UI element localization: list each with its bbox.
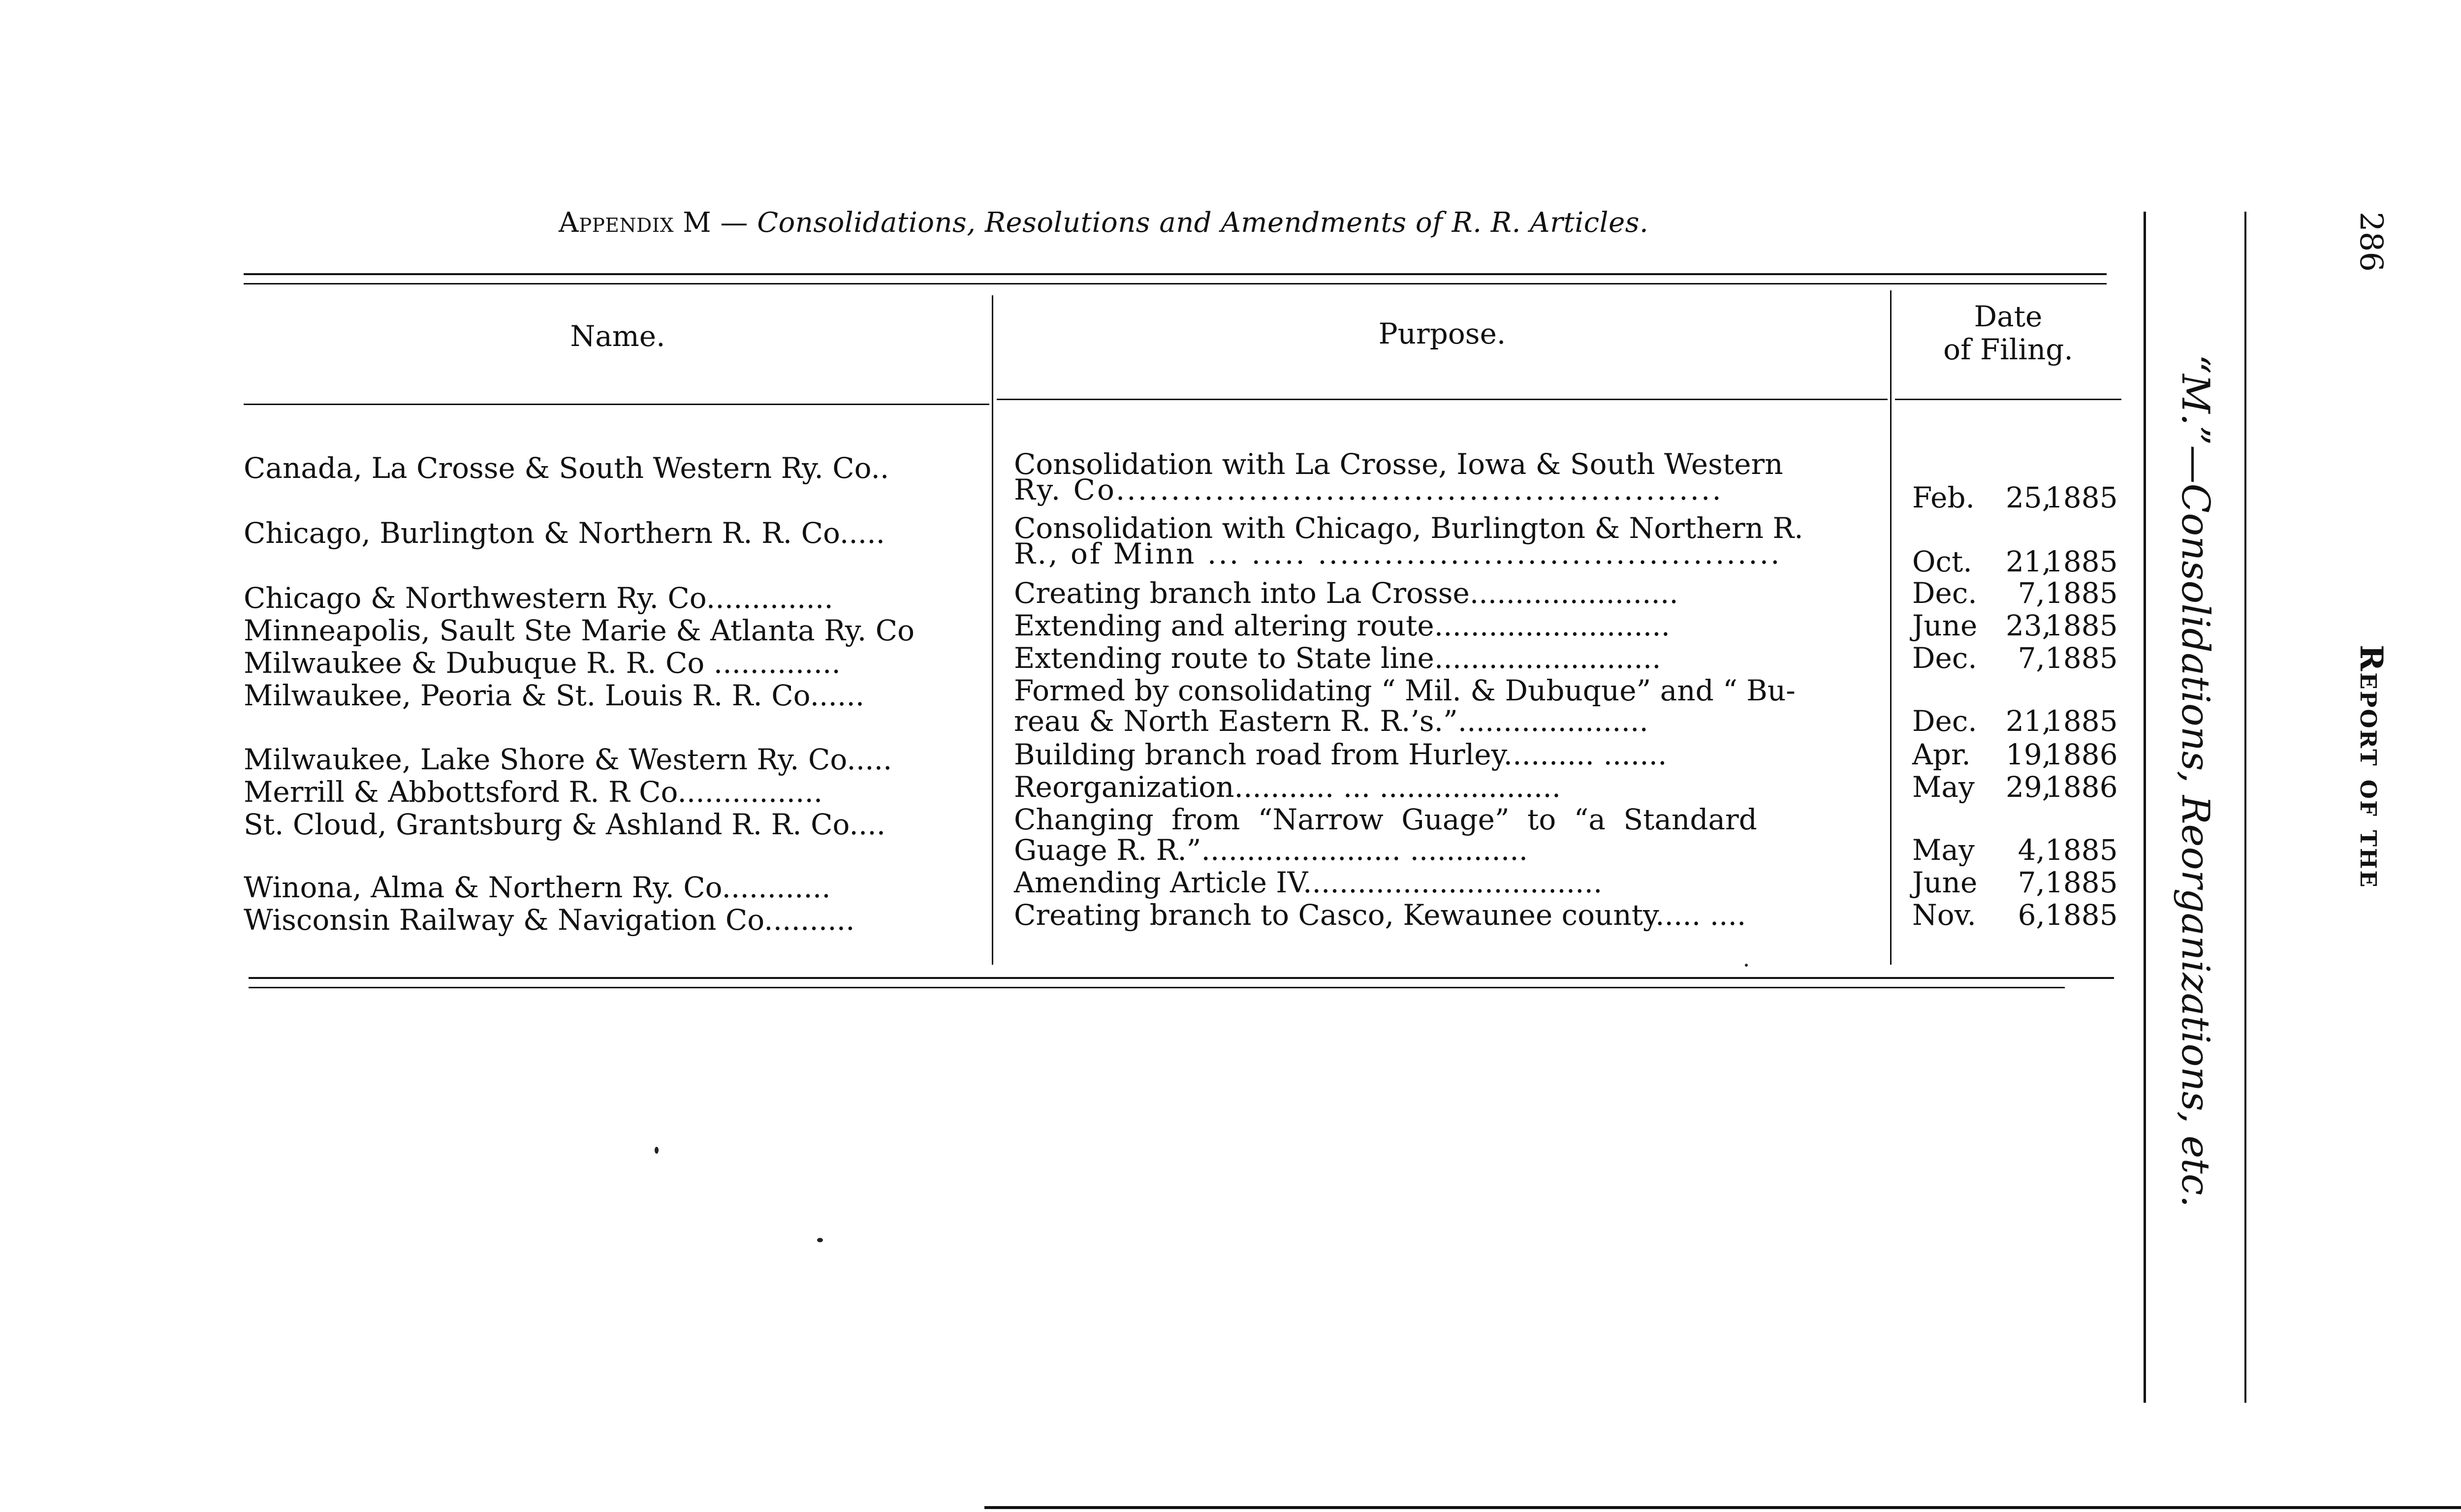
filing-day: 6,	[2018, 898, 2045, 932]
table-row-date	[1912, 738, 2124, 771]
margin-rule-right	[2244, 212, 2246, 1403]
filing-day: 19,	[2006, 738, 2051, 771]
purpose-line: Ry. Co.......................................................	[1014, 473, 1723, 506]
filing-day: 25,	[2006, 481, 2051, 514]
table-row-name: Minneapolis, Sault Ste Marie & Atlanta Ry. Co	[244, 614, 915, 647]
table-row-date	[1912, 545, 2124, 578]
table-row-name: Milwaukee, Lake Shore & Western Ry. Co.....	[244, 743, 892, 776]
purpose-line: Consolidation with Chicago, Burlington & Northern R.	[1014, 511, 1803, 545]
table-row-name: Canada, La Crosse & South Western Ry. Co..	[244, 451, 889, 485]
filing-day: 4,	[2018, 833, 2045, 867]
table-row-name: St. Cloud, Grantsburg & Ashland R. R. Co....	[244, 808, 886, 841]
page-bottom-edge	[984, 1506, 2461, 1509]
filing-day: 7,	[2018, 576, 2045, 610]
header-bottom-rule-purpose	[997, 399, 1888, 400]
column-divider-2	[1890, 290, 1892, 965]
purpose-line: R., of Minn ... ..... ..........................................	[1014, 537, 1782, 570]
purpose-line: Consolidation with La Crosse, Iowa & South Western	[1014, 447, 1783, 481]
appendix-heading	[559, 207, 1648, 239]
table-row-date	[1912, 705, 2124, 737]
purpose-line: Guage R. R.”...................... .............	[1014, 833, 1528, 867]
filing-month: Oct.	[1912, 545, 1972, 578]
table-bottom-rule	[249, 977, 2114, 979]
table-bottom-rule-2	[249, 987, 2065, 988]
running-head: Report of the	[2353, 645, 2390, 889]
filing-month: Apr.	[1912, 738, 1971, 771]
filing-year: 1885	[2045, 704, 2118, 738]
table-row-date	[1912, 577, 2124, 609]
table-row-date	[1912, 609, 2124, 642]
table-row-purpose: Extending and altering route..........................	[1014, 609, 1671, 642]
print-speck	[817, 1238, 823, 1242]
filing-year: 1885	[2045, 641, 2118, 675]
filing-year: 1885	[2045, 833, 2118, 867]
filing-year: 1885	[2045, 609, 2118, 642]
filing-month: Dec.	[1912, 641, 1977, 675]
table-row-name: Milwaukee, Peoria & St. Louis R. R. Co......	[244, 679, 865, 712]
table-row-purpose: Building branch road from Hurley.......... .......	[1014, 738, 1667, 771]
filing-year: 1886	[2045, 738, 2118, 771]
table-row-purpose: Creating branch into La Crosse.......................	[1014, 576, 1678, 610]
filing-day: 7,	[2018, 641, 2045, 675]
filing-month: May	[1912, 770, 1975, 804]
table-row-purpose: Reorganization........... ... ....................	[1014, 770, 1561, 804]
filing-year: 1885	[2045, 866, 2118, 899]
table-row-name: Milwaukee & Dubuque R. R. Co ..............	[244, 646, 841, 680]
header-bottom-rule-date	[1895, 399, 2121, 400]
table-row-name: Merrill & Abbottsford R. R Co................	[244, 775, 823, 809]
filing-month: Dec.	[1912, 576, 1977, 610]
appendix-label: Appendix M —	[559, 207, 748, 239]
filing-year: 1885	[2045, 898, 2118, 932]
table-top-rule	[244, 273, 2107, 275]
filing-month: June	[1912, 609, 1978, 642]
filing-year: 1886	[2045, 770, 2118, 804]
filing-year: 1885	[2045, 545, 2118, 578]
table-row-date	[1912, 771, 2124, 803]
purpose-line: reau & North Eastern R. R.’s.”.....................	[1014, 704, 1648, 738]
table-row-name: Chicago & Northwestern Ry. Co..............	[244, 581, 833, 615]
filing-day: 21,	[2006, 545, 2051, 578]
header-bottom-rule-name	[244, 404, 989, 405]
filing-year: 1885	[2045, 576, 2118, 610]
table-row-purpose	[1014, 803, 1885, 866]
table-row-purpose	[1014, 512, 1885, 570]
table-top-rule-2	[244, 283, 2107, 284]
filing-month: May	[1912, 833, 1975, 867]
print-speck	[1745, 964, 1748, 967]
purpose-line: Formed by consolidating “ Mil. & Dubuque” and “ Bu-	[1014, 674, 1796, 707]
table-row-name: Chicago, Burlington & Northern R. R. Co.....	[244, 516, 885, 550]
filing-day: 7,	[2018, 866, 2045, 899]
column-header-name: Name.	[570, 319, 665, 353]
appendix-title: Consolidations, Resolutions and Amendments of R. R. Articles.	[748, 207, 1649, 239]
column-divider-1	[992, 295, 993, 965]
table-row-date	[1912, 642, 2124, 674]
column-header-date-line1: Date	[1974, 300, 2043, 333]
table-row-name: Winona, Alma & Northern Ry. Co............	[244, 871, 831, 904]
table-row-purpose: Amending Article IV.................................	[1014, 866, 1603, 899]
table-row-purpose: Extending route to State line.........................	[1014, 641, 1661, 675]
column-header-date	[1893, 300, 2124, 366]
filing-month: Nov.	[1912, 898, 1976, 932]
filing-day: 29,	[2006, 770, 2051, 804]
table-row-purpose: Creating branch to Casco, Kewaunee county..... ....	[1014, 898, 1746, 932]
table-row-date	[1912, 899, 2124, 931]
column-header-date-line2: of Filing.	[1943, 332, 2073, 366]
filing-year: 1885	[2045, 481, 2118, 514]
table-row-date	[1912, 866, 2124, 899]
table-row-purpose	[1014, 674, 1885, 737]
margin-rule-left	[2144, 212, 2146, 1403]
filing-month: Dec.	[1912, 704, 1977, 738]
table-row-name: Wisconsin Railway & Navigation Co..........	[244, 903, 855, 937]
filing-month: Feb.	[1912, 481, 1975, 514]
page-number: 286	[2353, 212, 2389, 272]
table-row-date	[1912, 834, 2124, 866]
column-header-purpose: Purpose.	[1378, 317, 1506, 350]
filing-day: 23,	[2006, 609, 2051, 642]
purpose-line: Changing from “Narrow Guage” to “a Standard	[1014, 803, 1757, 836]
filing-month: June	[1912, 866, 1978, 899]
table-row-purpose	[1014, 448, 1885, 506]
table-row-date	[1912, 481, 2124, 514]
side-title: “M.”—Consolidations, Reorganizations, etc.	[2173, 354, 2217, 1208]
filing-day: 21,	[2006, 704, 2051, 738]
print-speck	[655, 1147, 659, 1154]
